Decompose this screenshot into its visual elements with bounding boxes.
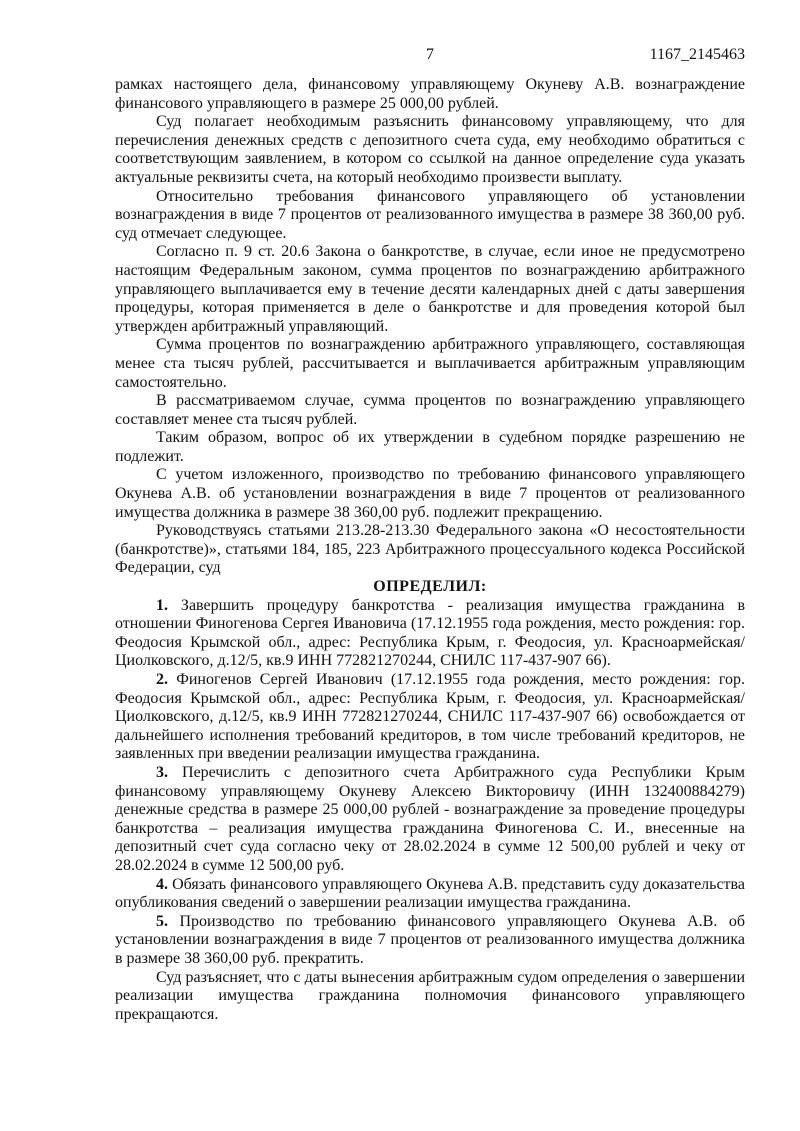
page-number: 7 (426, 46, 434, 63)
paragraph: Руководствуясь статьями 213.28-213.30 Федерального закона «О несостоятельности (банкротстве)», статьями 184, 185, 223 Арбитражного процессуального кодекса Российской Федерации, суд (115, 522, 745, 577)
page-header (115, 46, 745, 65)
ruling-item-4 (115, 876, 745, 913)
paragraph: Таким образом, вопрос об их утверждении в судебном порядке разрешению не подлежит. (115, 429, 745, 465)
ruling-item-5 (115, 913, 745, 969)
item-number: 4. (156, 875, 168, 893)
closing-paragraph: Суд разъясняет, что с даты вынесения арбитражным судом определения о завершении реализации имущества гражданина полномочия финансового управляющего прекращаются. (115, 968, 745, 1023)
paragraph: Сумма процентов по вознаграждению арбитражного управляющего, составляющая менее ста тысяч рублей, рассчитывается и выплачивается арбитражным управляющим самостоятельно. (115, 336, 745, 391)
ruling-item-1 (115, 597, 745, 671)
resolution-heading: ОПРЕДЕЛИЛ: (373, 578, 487, 596)
item-number: 5. (156, 912, 168, 930)
paragraph: Относительно требования финансового управляющего об установлении вознаграждения в виде 7 процентов от реализованного имущества в размере 38 360,00 руб. суд отмечает следующее. (115, 187, 745, 242)
item-text: Перечислить с депозитного счета Арбитражного суда Республики Крым финансовому управляющему Окуневу Алексею Викторовичу (ИНН 132400884279) денежные средства в размере 25 000,00 рублей - вознаграждение за проведение процедуры банкротства – реализация имущества гражданина Финогенова С. И., внесенные на депозитный счет суда согласно чеку от 28.02.2024 в сумме 12 500,00 рублей и чеку от 28.02.2024 в сумме 12 500,00 руб. (115, 763, 745, 874)
item-number: 1. (156, 596, 168, 614)
document-body (115, 76, 745, 1024)
item-number: 2. (156, 671, 168, 688)
ruling-item-2 (115, 671, 745, 764)
ruling-item-3 (115, 764, 745, 876)
item-text: Производство по требованию финансового управляющего Окунева А.В. об установлении вознаграждения в виде 7 процентов от реализованного имущества должника в размере 38 360,00 руб. прекратить. (115, 912, 745, 967)
paragraph-continuation: рамках настоящего дела, финансовому управляющему Окуневу А.В. вознаграждение финансового управляющего в размере 25 000,00 рублей. (115, 76, 745, 112)
paragraph: В рассматриваемом случае, сумма процентов по вознаграждению управляющего составляет менее ста тысяч рублей. (115, 392, 745, 428)
paragraph: С учетом изложенного, производство по требованию финансового управляющего Окунева А.В. об установлении вознаграждения в виде 7 процентов от реализованного имущества должника в размере 38 360,00 руб. подлежит прекращению. (115, 466, 745, 521)
item-text: Завершить процедуру банкротства - реализация имущества гражданина в отношении Финогенова Сергея Ивановича (17.12.1955 года рождения, место рождения: гор. Феодосия Крымской обл., адрес: Республика Крым, г. Феодосия, ул. Красноармейская/Циолковского, д.12/5, кв.9 ИНН 772821270244, СНИЛС 117-437-907 66). (115, 596, 745, 670)
paragraph: Суд полагает необходимым разъяснить финансовому управляющему, что для перечисления денежных средств с депозитного счета суда, ему необходимо обратиться с соответствующим заявлением, в котором со ссылкой на данное определение суда указать актуальные реквизиты счета, на который необходимо произвести выплату. (115, 113, 745, 186)
item-number: 3. (156, 763, 168, 781)
paragraph: Согласно п. 9 ст. 20.6 Закона о банкротстве, в случае, если иное не предусмотрено настоящим Федеральным законом, сумма процентов по вознаграждению арбитражного управляющего выплачивается ему в течение десяти календарных дней с даты завершения процедуры, которая применяется в деле о банкротстве и для проведения которой был утвержден арбитражный управляющий. (115, 243, 745, 335)
item-text: Обязать финансового управляющего Окунева А.В. представить суду доказательства опубликования сведений о завершении реализации имущества гражданина. (115, 875, 745, 912)
item-text: Финогенов Сергей Иванович (17.12.1955 года рождения, место рождения: гор. Феодосия Крымской обл., адрес: Республика Крым, г. Феодосия, ул. Красноармейская/Циолковского, д.12/5, кв.9 ИНН 772821270244, СНИЛС 117-437-907 66) освобождается от дальнейшего исполнения требований кредиторов, в том числе требований кредиторов, не заявленных при введении реализации имущества гражданина. (115, 671, 745, 763)
case-number: 1167_2145463 (649, 46, 745, 63)
